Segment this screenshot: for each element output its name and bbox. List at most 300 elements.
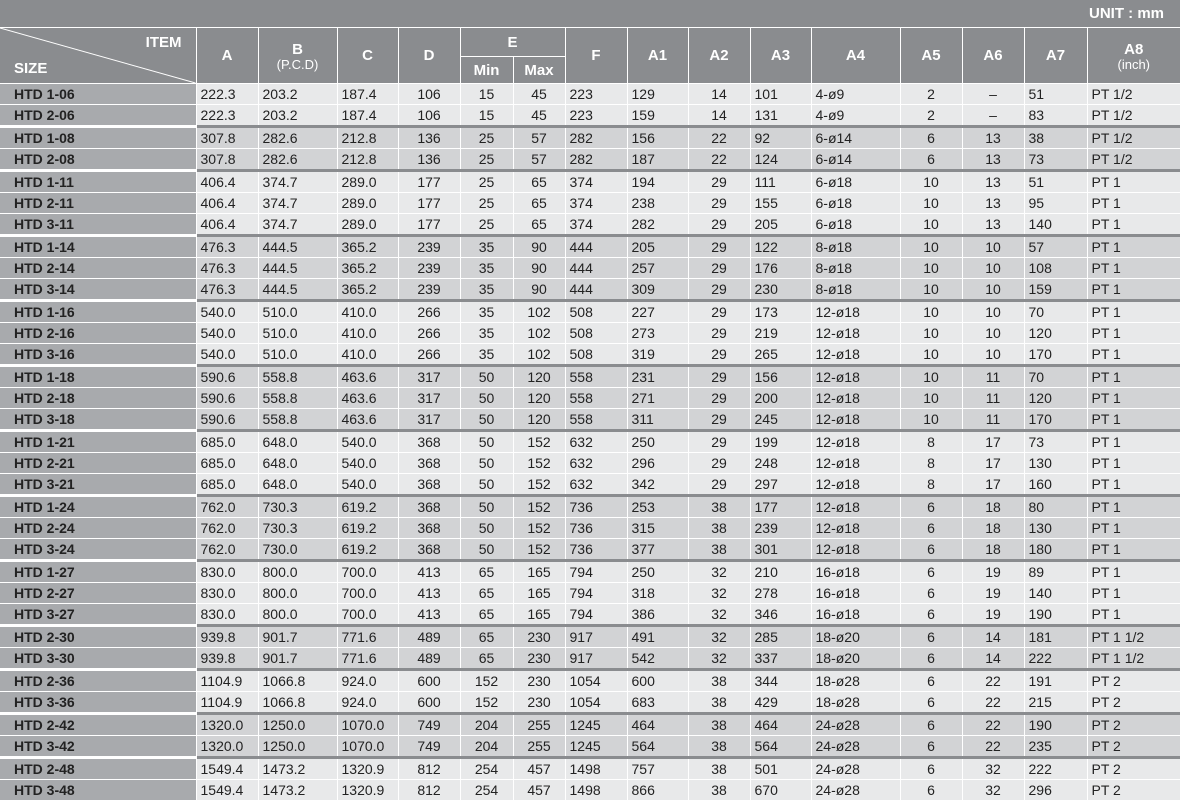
cell-a3: 155	[750, 193, 811, 214]
cell-a6: 11	[962, 409, 1024, 431]
cell-a4: 6-ø18	[811, 214, 900, 236]
cell-a5: 10	[900, 344, 962, 366]
cell-a8: PT 1	[1087, 409, 1180, 431]
col-header-c: C	[337, 28, 398, 84]
cell-c: 540.0	[337, 431, 398, 453]
unit-label: UNIT : mm	[0, 0, 1180, 27]
cell-a: 830.0	[196, 583, 258, 604]
cell-a: 540.0	[196, 323, 258, 344]
cell-e-min: 254	[460, 780, 513, 800]
cell-e-max: 90	[513, 258, 565, 279]
cell-a7: 73	[1024, 149, 1087, 171]
cell-c: 410.0	[337, 301, 398, 323]
cell-e-min: 25	[460, 193, 513, 214]
cell-a2: 29	[688, 279, 750, 301]
cell-e-min: 25	[460, 127, 513, 149]
cell-a1: 386	[627, 604, 688, 626]
cell-size: HTD 2-27	[0, 583, 196, 604]
cell-a3: 173	[750, 301, 811, 323]
cell-a: 685.0	[196, 453, 258, 474]
col-header-a8-sub: (inch)	[1088, 58, 1180, 71]
cell-a1: 159	[627, 105, 688, 127]
cell-a1: 309	[627, 279, 688, 301]
cell-a2: 29	[688, 388, 750, 409]
cell-e-min: 15	[460, 84, 513, 105]
cell-size: HTD 3-16	[0, 344, 196, 366]
cell-a3: 101	[750, 84, 811, 105]
cell-a6: 18	[962, 518, 1024, 539]
cell-a2: 29	[688, 409, 750, 431]
cell-a2: 29	[688, 453, 750, 474]
cell-a7: 57	[1024, 236, 1087, 258]
cell-b: 1473.2	[258, 758, 337, 780]
cell-a6: 19	[962, 561, 1024, 583]
cell-c: 1070.0	[337, 714, 398, 736]
cell-a5: 10	[900, 236, 962, 258]
table-row	[0, 258, 1180, 279]
cell-a: 222.3	[196, 84, 258, 105]
cell-a7: 160	[1024, 474, 1087, 496]
cell-d: 317	[398, 409, 460, 431]
cell-d: 368	[398, 474, 460, 496]
table-row	[0, 474, 1180, 496]
cell-size: HTD 2-06	[0, 105, 196, 127]
cell-a2: 38	[688, 780, 750, 800]
cell-a3: 156	[750, 366, 811, 388]
cell-c: 463.6	[337, 366, 398, 388]
cell-e-max: 102	[513, 301, 565, 323]
cell-b: 558.8	[258, 366, 337, 388]
cell-a: 307.8	[196, 149, 258, 171]
cell-b: 444.5	[258, 236, 337, 258]
table-row	[0, 736, 1180, 758]
cell-b: 444.5	[258, 258, 337, 279]
cell-a7: 95	[1024, 193, 1087, 214]
cell-a5: 6	[900, 626, 962, 648]
col-header-f: F	[565, 28, 627, 84]
cell-a8: PT 2	[1087, 780, 1180, 800]
cell-c: 289.0	[337, 193, 398, 214]
cell-e-max: 165	[513, 604, 565, 626]
cell-a3: 248	[750, 453, 811, 474]
cell-b: 1473.2	[258, 780, 337, 800]
cell-a: 406.4	[196, 171, 258, 193]
cell-a7: 140	[1024, 214, 1087, 236]
cell-size: HTD 1-08	[0, 127, 196, 149]
cell-a2: 29	[688, 258, 750, 279]
cell-a7: 80	[1024, 496, 1087, 518]
cell-b: 510.0	[258, 301, 337, 323]
cell-a6: 13	[962, 127, 1024, 149]
cell-a8: PT 2	[1087, 714, 1180, 736]
cell-a6: 10	[962, 279, 1024, 301]
cell-size: HTD 3-14	[0, 279, 196, 301]
cell-a2: 22	[688, 149, 750, 171]
cell-a4: 12-ø18	[811, 474, 900, 496]
cell-a6: 10	[962, 236, 1024, 258]
cell-c: 1320.9	[337, 780, 398, 800]
cell-f: 374	[565, 214, 627, 236]
cell-d: 812	[398, 758, 460, 780]
cell-a4: 18-ø20	[811, 626, 900, 648]
table-row	[0, 214, 1180, 236]
cell-a2: 29	[688, 193, 750, 214]
cell-a8: PT 1	[1087, 171, 1180, 193]
cell-c: 365.2	[337, 236, 398, 258]
cell-a2: 14	[688, 105, 750, 127]
cell-d: 749	[398, 736, 460, 758]
cell-c: 289.0	[337, 171, 398, 193]
cell-a8: PT 1/2	[1087, 127, 1180, 149]
cell-a2: 22	[688, 127, 750, 149]
cell-a4: 12-ø18	[811, 518, 900, 539]
cell-f: 558	[565, 388, 627, 409]
cell-e-min: 50	[460, 539, 513, 561]
cell-size: HTD 2-14	[0, 258, 196, 279]
cell-e-max: 457	[513, 780, 565, 800]
cell-e-max: 230	[513, 692, 565, 714]
cell-a3: 337	[750, 648, 811, 670]
cell-c: 700.0	[337, 604, 398, 626]
cell-d: 368	[398, 496, 460, 518]
cell-b: 444.5	[258, 279, 337, 301]
cell-a4: 6-ø14	[811, 127, 900, 149]
cell-e-max: 102	[513, 323, 565, 344]
cell-f: 794	[565, 604, 627, 626]
col-header-a8-label: A8	[1124, 41, 1143, 58]
cell-d: 177	[398, 171, 460, 193]
cell-e-max: 120	[513, 409, 565, 431]
cell-a5: 6	[900, 539, 962, 561]
cell-d: 136	[398, 149, 460, 171]
cell-size: HTD 2-16	[0, 323, 196, 344]
table-row	[0, 518, 1180, 539]
cell-a6: 18	[962, 496, 1024, 518]
cell-a7: 235	[1024, 736, 1087, 758]
cell-e-max: 57	[513, 127, 565, 149]
cell-a6: 10	[962, 323, 1024, 344]
cell-a1: 238	[627, 193, 688, 214]
cell-a5: 2	[900, 84, 962, 105]
cell-a6: 13	[962, 193, 1024, 214]
cell-a1: 231	[627, 366, 688, 388]
cell-a4: 12-ø18	[811, 539, 900, 561]
cell-a3: 199	[750, 431, 811, 453]
cell-a5: 6	[900, 670, 962, 692]
cell-a1: 311	[627, 409, 688, 431]
cell-b: 1250.0	[258, 714, 337, 736]
table-row	[0, 105, 1180, 127]
cell-e-min: 50	[460, 518, 513, 539]
cell-a8: PT 1	[1087, 604, 1180, 626]
col-header-e: E	[460, 28, 565, 57]
cell-e-max: 152	[513, 539, 565, 561]
cell-a6: 19	[962, 583, 1024, 604]
cell-a8: PT 2	[1087, 736, 1180, 758]
cell-f: 374	[565, 171, 627, 193]
cell-a8: PT 1	[1087, 431, 1180, 453]
cell-e-min: 50	[460, 431, 513, 453]
cell-f: 282	[565, 149, 627, 171]
cell-a: 476.3	[196, 236, 258, 258]
cell-a: 1549.4	[196, 758, 258, 780]
cell-f: 917	[565, 626, 627, 648]
cell-a2: 32	[688, 583, 750, 604]
cell-c: 410.0	[337, 323, 398, 344]
cell-size: HTD 1-06	[0, 84, 196, 105]
cell-a5: 6	[900, 149, 962, 171]
cell-f: 444	[565, 236, 627, 258]
cell-a6: 10	[962, 301, 1024, 323]
cell-a7: 190	[1024, 604, 1087, 626]
cell-a4: 18-ø20	[811, 648, 900, 670]
cell-e-min: 65	[460, 626, 513, 648]
cell-f: 223	[565, 84, 627, 105]
cell-size: HTD 3-48	[0, 780, 196, 800]
cell-a3: 92	[750, 127, 811, 149]
cell-a8: PT 1	[1087, 323, 1180, 344]
cell-a8: PT 1	[1087, 344, 1180, 366]
cell-a: 1320.0	[196, 736, 258, 758]
cell-e-min: 50	[460, 366, 513, 388]
cell-f: 794	[565, 561, 627, 583]
cell-a5: 10	[900, 409, 962, 431]
cell-d: 177	[398, 214, 460, 236]
cell-e-min: 25	[460, 214, 513, 236]
cell-a1: 600	[627, 670, 688, 692]
cell-a6: 18	[962, 539, 1024, 561]
cell-a7: 180	[1024, 539, 1087, 561]
cell-a7: 108	[1024, 258, 1087, 279]
col-header-a6: A6	[962, 28, 1024, 84]
cell-e-max: 90	[513, 279, 565, 301]
cell-a7: 190	[1024, 714, 1087, 736]
cell-a4: 12-ø18	[811, 323, 900, 344]
cell-a: 830.0	[196, 561, 258, 583]
cell-a3: 210	[750, 561, 811, 583]
cell-e-min: 204	[460, 714, 513, 736]
cell-f: 508	[565, 323, 627, 344]
cell-e-min: 15	[460, 105, 513, 127]
cell-a2: 38	[688, 670, 750, 692]
cell-a3: 301	[750, 539, 811, 561]
cell-c: 619.2	[337, 539, 398, 561]
cell-size: HTD 1-18	[0, 366, 196, 388]
cell-a5: 8	[900, 431, 962, 453]
cell-a5: 10	[900, 258, 962, 279]
cell-f: 444	[565, 258, 627, 279]
cell-a7: 296	[1024, 780, 1087, 800]
cell-a3: 245	[750, 409, 811, 431]
cell-a: 590.6	[196, 366, 258, 388]
cell-a4: 24-ø28	[811, 736, 900, 758]
cell-f: 374	[565, 193, 627, 214]
cell-a5: 6	[900, 736, 962, 758]
cell-e-max: 230	[513, 648, 565, 670]
cell-e-max: 230	[513, 626, 565, 648]
cell-a6: –	[962, 105, 1024, 127]
cell-e-min: 25	[460, 171, 513, 193]
cell-a3: 230	[750, 279, 811, 301]
cell-a: 762.0	[196, 518, 258, 539]
cell-a2: 29	[688, 323, 750, 344]
cell-a1: 342	[627, 474, 688, 496]
cell-d: 239	[398, 236, 460, 258]
cell-e-min: 204	[460, 736, 513, 758]
cell-a: 222.3	[196, 105, 258, 127]
table-row	[0, 604, 1180, 626]
cell-a6: 19	[962, 604, 1024, 626]
cell-a7: 170	[1024, 409, 1087, 431]
cell-e-max: 120	[513, 388, 565, 409]
cell-c: 700.0	[337, 561, 398, 583]
cell-c: 1320.9	[337, 758, 398, 780]
cell-a8: PT 1	[1087, 236, 1180, 258]
cell-e-min: 65	[460, 561, 513, 583]
cell-a4: 16-ø18	[811, 561, 900, 583]
cell-a: 1104.9	[196, 670, 258, 692]
col-header-e-max: Max	[513, 57, 565, 84]
cell-a3: 176	[750, 258, 811, 279]
item-label: ITEM	[146, 34, 182, 51]
cell-c: 463.6	[337, 409, 398, 431]
cell-f: 558	[565, 409, 627, 431]
table-row	[0, 453, 1180, 474]
cell-e-max: 90	[513, 236, 565, 258]
cell-a2: 38	[688, 496, 750, 518]
cell-b: 901.7	[258, 626, 337, 648]
cell-a4: 12-ø18	[811, 344, 900, 366]
cell-a: 939.8	[196, 626, 258, 648]
cell-a4: 8-ø18	[811, 279, 900, 301]
cell-b: 558.8	[258, 409, 337, 431]
cell-b: 203.2	[258, 84, 337, 105]
cell-a8: PT 1	[1087, 496, 1180, 518]
cell-a2: 29	[688, 366, 750, 388]
cell-a5: 10	[900, 171, 962, 193]
cell-a7: 73	[1024, 431, 1087, 453]
cell-d: 177	[398, 193, 460, 214]
cell-c: 771.6	[337, 626, 398, 648]
cell-a4: 12-ø18	[811, 496, 900, 518]
cell-a3: 670	[750, 780, 811, 800]
cell-size: HTD 2-21	[0, 453, 196, 474]
cell-d: 239	[398, 279, 460, 301]
cell-f: 736	[565, 539, 627, 561]
size-item-header	[0, 28, 196, 84]
table-header	[0, 28, 1180, 84]
cell-size: HTD 3-30	[0, 648, 196, 670]
cell-a7: 159	[1024, 279, 1087, 301]
cell-e-min: 35	[460, 279, 513, 301]
table-row	[0, 539, 1180, 561]
cell-d: 489	[398, 626, 460, 648]
col-header-d: D	[398, 28, 460, 84]
cell-size: HTD 3-21	[0, 474, 196, 496]
cell-a6: 10	[962, 258, 1024, 279]
cell-b: 648.0	[258, 474, 337, 496]
cell-e-max: 152	[513, 474, 565, 496]
cell-f: 917	[565, 648, 627, 670]
cell-a8: PT 1	[1087, 214, 1180, 236]
cell-a6: 11	[962, 366, 1024, 388]
cell-a1: 253	[627, 496, 688, 518]
col-header-e-min: Min	[460, 57, 513, 84]
cell-a6: 13	[962, 149, 1024, 171]
cell-e-min: 50	[460, 409, 513, 431]
cell-a4: 6-ø18	[811, 171, 900, 193]
cell-c: 540.0	[337, 453, 398, 474]
cell-a4: 12-ø18	[811, 366, 900, 388]
cell-e-min: 35	[460, 344, 513, 366]
cell-a7: 215	[1024, 692, 1087, 714]
cell-d: 413	[398, 583, 460, 604]
cell-a7: 191	[1024, 670, 1087, 692]
cell-f: 223	[565, 105, 627, 127]
cell-size: HTD 1-11	[0, 171, 196, 193]
cell-a4: 4-ø9	[811, 84, 900, 105]
cell-a: 590.6	[196, 409, 258, 431]
cell-d: 317	[398, 366, 460, 388]
cell-a4: 12-ø18	[811, 431, 900, 453]
cell-a7: 89	[1024, 561, 1087, 583]
cell-b: 374.7	[258, 214, 337, 236]
cell-a1: 319	[627, 344, 688, 366]
cell-a: 939.8	[196, 648, 258, 670]
cell-a3: 346	[750, 604, 811, 626]
cell-a4: 12-ø18	[811, 409, 900, 431]
col-header-a8	[1087, 28, 1180, 84]
cell-a6: 22	[962, 670, 1024, 692]
cell-a: 476.3	[196, 258, 258, 279]
cell-a: 540.0	[196, 344, 258, 366]
cell-d: 266	[398, 344, 460, 366]
cell-c: 700.0	[337, 583, 398, 604]
col-header-b	[258, 28, 337, 84]
col-header-a1: A1	[627, 28, 688, 84]
cell-a8: PT 1/2	[1087, 84, 1180, 105]
cell-f: 1245	[565, 736, 627, 758]
col-header-a3: A3	[750, 28, 811, 84]
cell-a6: 32	[962, 758, 1024, 780]
cell-c: 1070.0	[337, 736, 398, 758]
cell-d: 239	[398, 258, 460, 279]
cell-size: HTD 2-18	[0, 388, 196, 409]
col-header-a: A	[196, 28, 258, 84]
cell-a4: 16-ø18	[811, 604, 900, 626]
cell-a1: 542	[627, 648, 688, 670]
cell-a8: PT 1	[1087, 518, 1180, 539]
table-row	[0, 409, 1180, 431]
cell-a4: 12-ø18	[811, 453, 900, 474]
cell-e-max: 45	[513, 105, 565, 127]
cell-a2: 29	[688, 171, 750, 193]
cell-a1: 257	[627, 258, 688, 279]
cell-a1: 250	[627, 431, 688, 453]
cell-a5: 2	[900, 105, 962, 127]
cell-b: 374.7	[258, 193, 337, 214]
cell-e-min: 254	[460, 758, 513, 780]
cell-a7: 38	[1024, 127, 1087, 149]
cell-a5: 6	[900, 648, 962, 670]
cell-a6: 14	[962, 648, 1024, 670]
cell-a: 762.0	[196, 539, 258, 561]
cell-a1: 866	[627, 780, 688, 800]
cell-a7: 222	[1024, 758, 1087, 780]
cell-e-min: 50	[460, 453, 513, 474]
cell-a4: 8-ø18	[811, 258, 900, 279]
cell-a: 590.6	[196, 388, 258, 409]
